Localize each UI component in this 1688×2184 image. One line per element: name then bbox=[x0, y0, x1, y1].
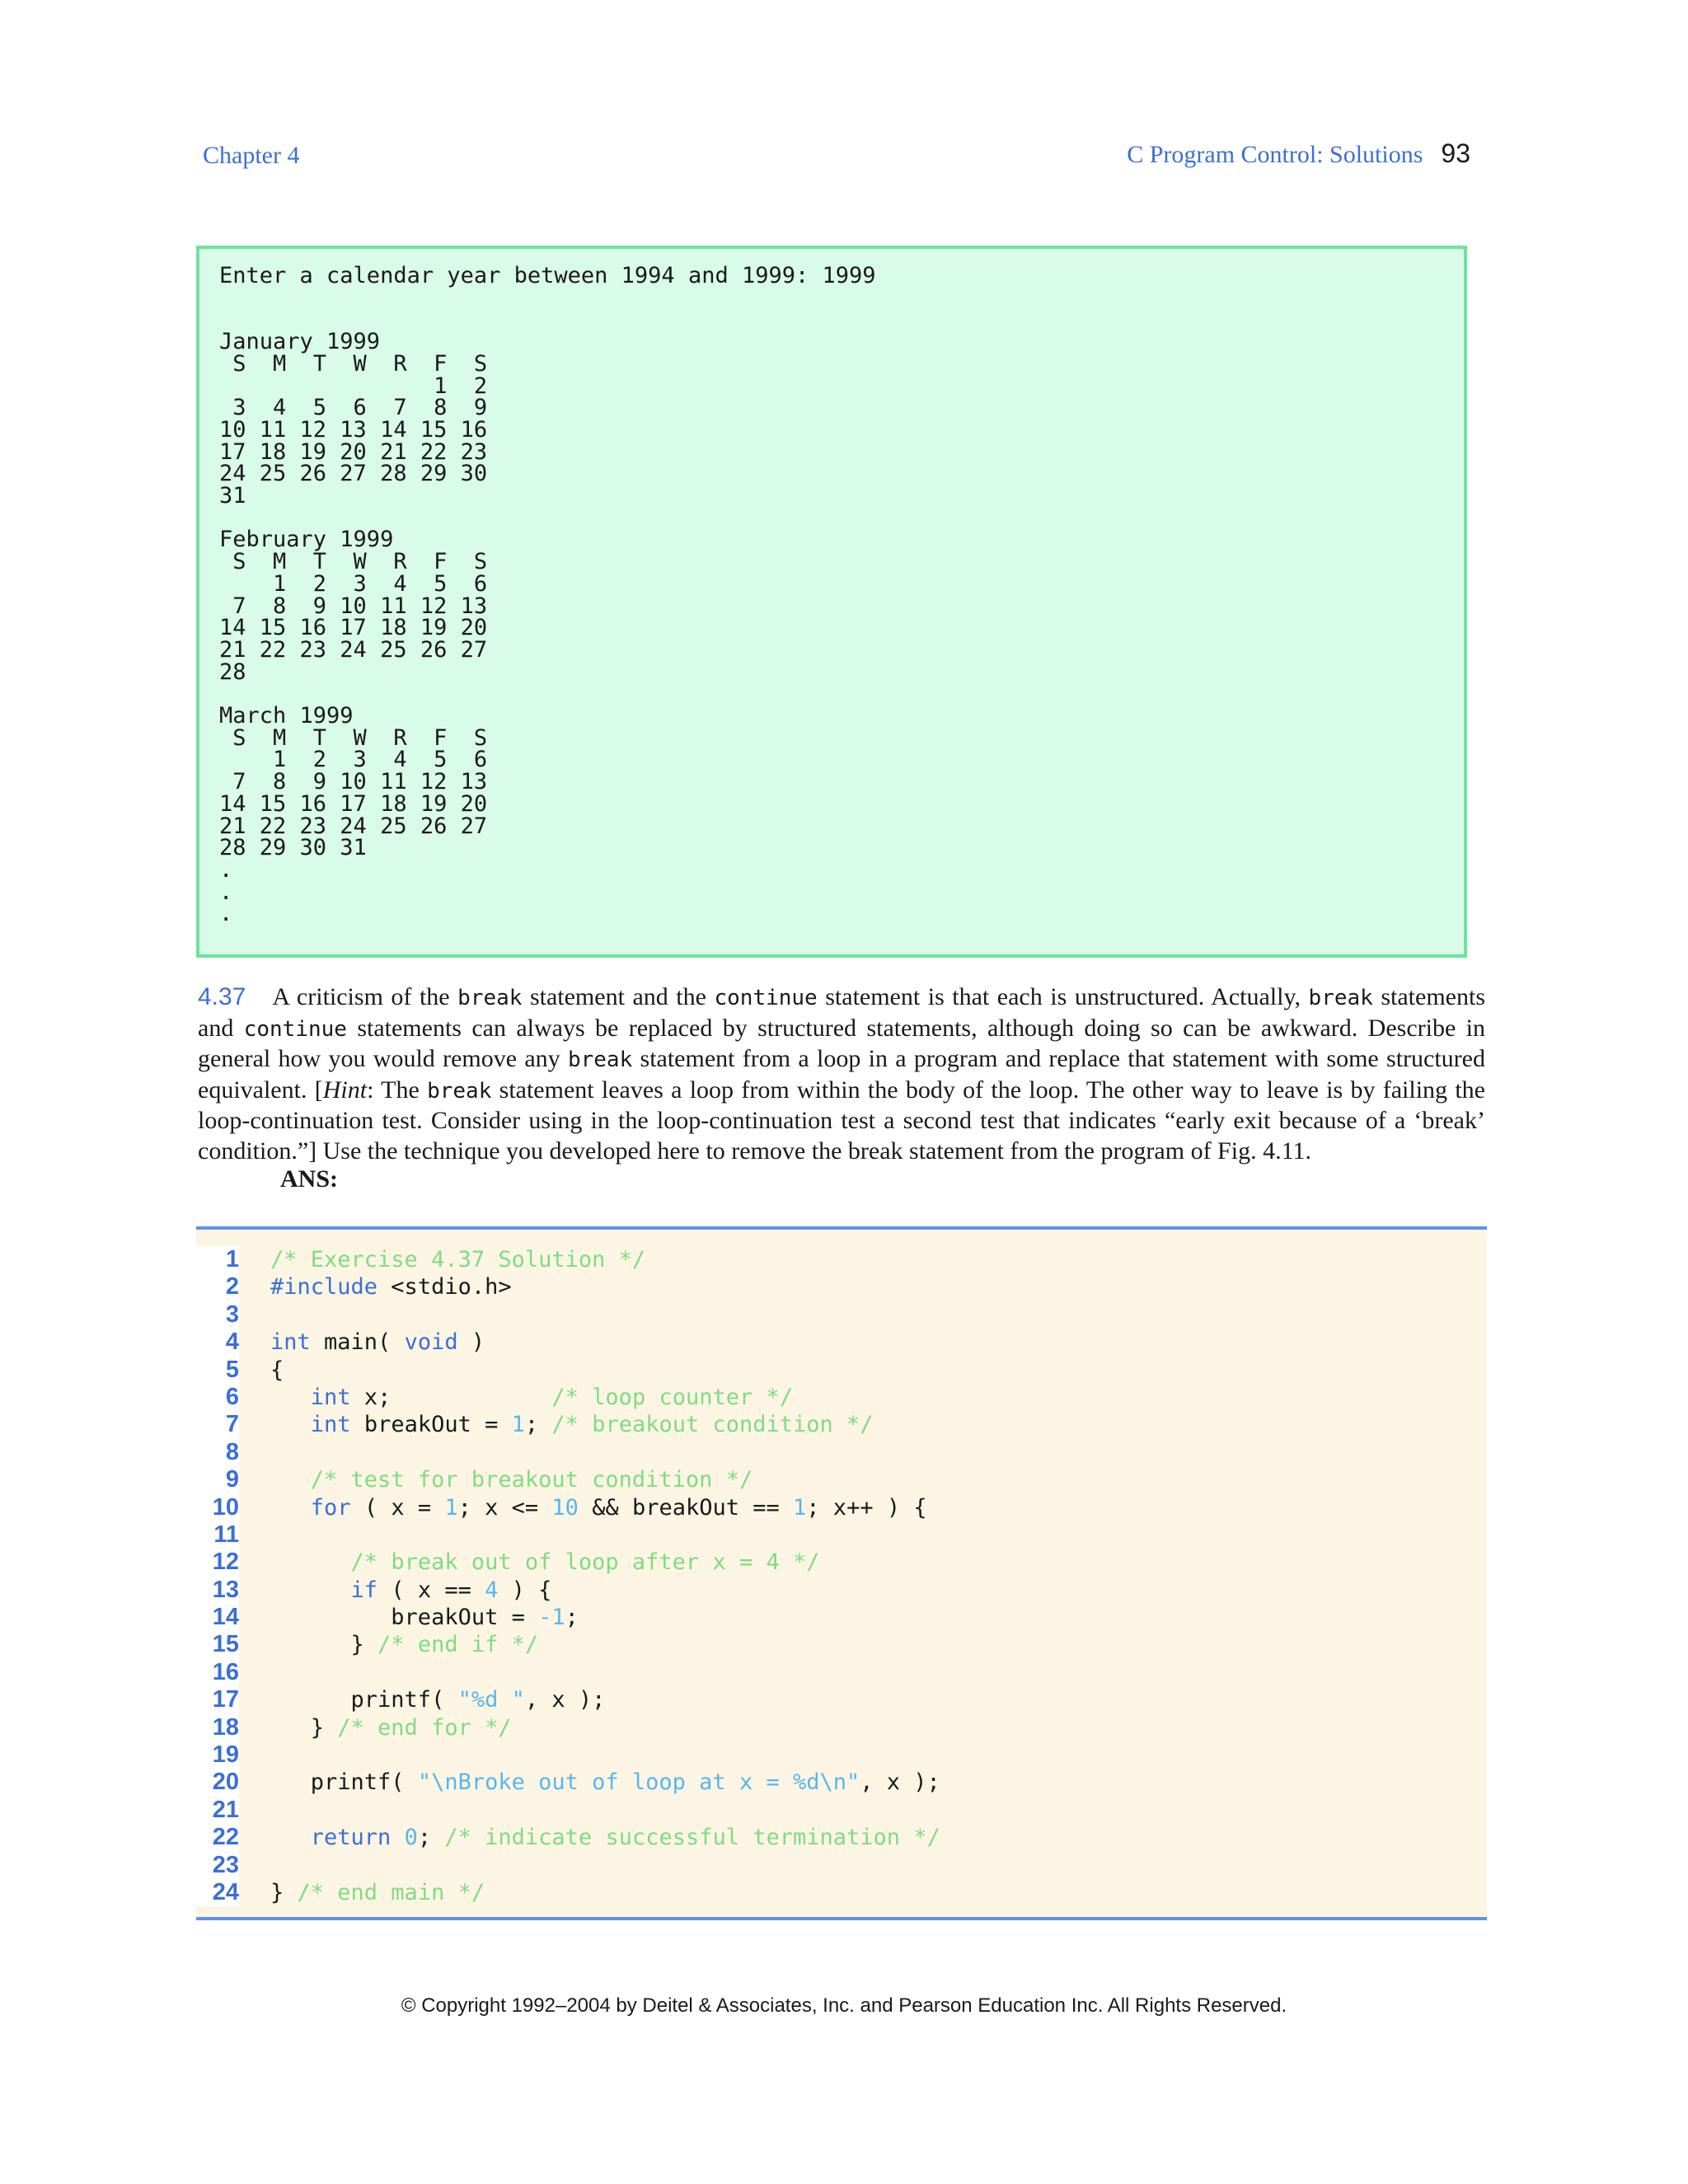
code-token bbox=[270, 1495, 311, 1521]
code-token: "\nBroke out of loop at x = %d\n" bbox=[417, 1769, 860, 1796]
code-line-number: 15 bbox=[212, 1631, 239, 1658]
question-segment: continue bbox=[714, 986, 818, 1010]
exercise-question-text bbox=[198, 983, 1485, 1165]
code-line-number: 20 bbox=[212, 1769, 239, 1796]
question-segment: break bbox=[427, 1078, 492, 1104]
code-line bbox=[270, 1714, 940, 1741]
code-line bbox=[270, 1797, 940, 1824]
code-token: /* end for */ bbox=[337, 1714, 512, 1741]
code-line-number: 19 bbox=[212, 1741, 239, 1769]
program-output-text: Enter a calendar year between 1994 and 1999: 1999 January 1999 S M T W R F S 1 2 3 4 5 6 7 8 9 10 11 12 13 14 15 16 17 18 19 20 21 22 23 24 25 26 27 28 29 30 31 February 1999 S M T W R F S 1 2 3 4 5 6 7 8 9 10 11 12 13 14 15 16 17 18 19 20 21 22 23 24 25 26 27 28 March 1999 S M T W R F S 1 2 3 4 5 6 7 8 9 10 11 12 13 14 15 16 17 18 19 20 21 22 23 24 25 26 27 28 29 30 31 . . . bbox=[219, 263, 876, 927]
code-token: ( x == bbox=[377, 1577, 485, 1603]
question-segment: : The bbox=[367, 1076, 428, 1104]
code-token bbox=[270, 1577, 351, 1603]
code-token: } bbox=[270, 1879, 298, 1905]
code-token: 4 bbox=[485, 1577, 499, 1603]
code-line-number: 23 bbox=[212, 1851, 239, 1878]
question-segment: Hint bbox=[322, 1076, 368, 1104]
code-lines bbox=[270, 1246, 940, 1906]
code-token: ) { bbox=[498, 1577, 552, 1603]
code-token: /* break out of loop after x = 4 */ bbox=[350, 1549, 820, 1576]
code-token: , x ); bbox=[524, 1687, 606, 1713]
code-line-number: 16 bbox=[212, 1658, 239, 1685]
code-token: int bbox=[310, 1412, 351, 1438]
code-token: 10 bbox=[551, 1494, 579, 1521]
code-token bbox=[270, 1549, 351, 1575]
code-line bbox=[270, 1329, 940, 1356]
code-line-number: 10 bbox=[212, 1493, 239, 1521]
code-listing bbox=[196, 1226, 1487, 1920]
code-line bbox=[270, 1273, 940, 1301]
code-token: ) bbox=[457, 1329, 485, 1356]
code-line bbox=[270, 1741, 940, 1769]
code-token: <stdio.h> bbox=[377, 1274, 512, 1301]
code-token: 1 bbox=[444, 1494, 458, 1521]
code-line bbox=[270, 1494, 940, 1521]
code-token: 0 bbox=[404, 1825, 418, 1851]
question-segment: statements and bbox=[198, 983, 1485, 1042]
code-line bbox=[270, 1549, 940, 1576]
code-line bbox=[270, 1357, 940, 1384]
question-segment: break bbox=[1308, 986, 1373, 1010]
code-token: ( x = bbox=[350, 1494, 445, 1521]
code-line-number: 6 bbox=[225, 1383, 239, 1410]
code-token: ; bbox=[524, 1412, 552, 1438]
code-token: 1 bbox=[511, 1412, 525, 1438]
question-segment: statement and the bbox=[522, 983, 715, 1010]
code-token: { bbox=[270, 1357, 284, 1383]
question-segment: statements can always be replaced by structured statements, although doing so can be awkward. Describe in general how you would remove any bbox=[198, 1014, 1485, 1072]
code-token: breakOut = bbox=[270, 1605, 539, 1631]
code-token: /* end main */ bbox=[297, 1879, 485, 1905]
code-token: if bbox=[350, 1577, 378, 1603]
code-token: ; bbox=[417, 1825, 445, 1851]
section-title: C Program Control: Solutions bbox=[1127, 141, 1423, 168]
code-token bbox=[391, 1825, 404, 1850]
code-token: /* loop counter */ bbox=[551, 1384, 794, 1410]
code-token: } bbox=[270, 1714, 338, 1741]
code-line bbox=[270, 1631, 940, 1658]
code-line-number: 11 bbox=[213, 1521, 239, 1548]
question-segment: statement from a loop in a program and replace that statement with some structured equivalent. [ bbox=[198, 1045, 1485, 1104]
code-line-number: 22 bbox=[212, 1824, 239, 1851]
code-token: x; bbox=[350, 1384, 552, 1410]
code-line-number: 18 bbox=[212, 1713, 239, 1741]
code-line-number: 14 bbox=[212, 1604, 239, 1631]
code-line-number: 7 bbox=[225, 1411, 239, 1438]
code-token: /* end if */ bbox=[377, 1632, 539, 1658]
code-line-number: 8 bbox=[225, 1438, 239, 1465]
code-token bbox=[270, 1467, 311, 1493]
page-header bbox=[1127, 138, 1470, 169]
code-token: -1 bbox=[538, 1605, 565, 1631]
code-token: /* Exercise 4.37 Solution */ bbox=[270, 1247, 646, 1272]
code-line bbox=[270, 1246, 940, 1273]
program-output-box bbox=[196, 246, 1467, 958]
code-token: 1 bbox=[793, 1494, 807, 1521]
code-line bbox=[270, 1577, 940, 1604]
code-token: /* test for breakout condition */ bbox=[310, 1467, 753, 1493]
page-number: 93 bbox=[1441, 138, 1470, 168]
code-token: && breakOut == bbox=[578, 1494, 794, 1521]
code-line-number: 24 bbox=[212, 1878, 239, 1905]
code-line-number: 13 bbox=[212, 1576, 239, 1603]
code-line bbox=[270, 1824, 940, 1851]
code-line-number: 9 bbox=[225, 1466, 239, 1493]
code-token: ; x <= bbox=[457, 1494, 552, 1521]
code-token: , x ); bbox=[860, 1769, 940, 1796]
code-token: "%d " bbox=[457, 1687, 525, 1713]
code-line-number: 3 bbox=[225, 1301, 239, 1328]
code-token: /* indicate successful termination */ bbox=[444, 1825, 940, 1851]
code-line bbox=[270, 1852, 940, 1879]
code-line bbox=[270, 1301, 940, 1329]
code-line bbox=[270, 1686, 940, 1713]
code-token: printf( bbox=[270, 1769, 418, 1796]
code-line bbox=[270, 1521, 940, 1549]
question-segment: break bbox=[567, 1047, 633, 1072]
code-line-number: 12 bbox=[212, 1549, 239, 1576]
code-line-numbers bbox=[196, 1246, 239, 1906]
code-line bbox=[270, 1769, 940, 1796]
code-line bbox=[270, 1659, 940, 1686]
code-token: /* breakout condition */ bbox=[551, 1412, 874, 1438]
code-line-number: 4 bbox=[225, 1329, 239, 1356]
code-token: } bbox=[270, 1632, 378, 1658]
code-token: ; bbox=[565, 1605, 579, 1631]
code-line bbox=[270, 1604, 940, 1631]
chapter-label: Chapter 4 bbox=[203, 142, 300, 169]
code-token bbox=[270, 1412, 311, 1437]
exercise-number: 4.37 bbox=[198, 983, 246, 1010]
exercise-question bbox=[198, 982, 1485, 1166]
code-line-number: 2 bbox=[225, 1273, 239, 1301]
question-segment: continue bbox=[243, 1016, 347, 1042]
copyright-notice: © Copyright 1992–2004 by Deitel & Associates, Inc. and Pearson Education Inc. All Rights Reserved. bbox=[401, 1994, 1287, 2017]
code-token: #include bbox=[270, 1274, 378, 1301]
code-token: for bbox=[310, 1494, 351, 1521]
code-line bbox=[270, 1879, 940, 1906]
question-segment: A criticism of the bbox=[272, 983, 458, 1010]
code-token: return bbox=[310, 1825, 392, 1851]
answer-label: ANS: bbox=[280, 1165, 339, 1193]
code-line-number: 1 bbox=[225, 1246, 239, 1272]
code-token: ; x++ ) { bbox=[806, 1494, 927, 1521]
code-line-number: 21 bbox=[212, 1796, 239, 1823]
code-line bbox=[270, 1439, 940, 1466]
code-line bbox=[270, 1466, 940, 1493]
code-token: main( bbox=[310, 1329, 405, 1356]
code-line-number: 17 bbox=[212, 1686, 239, 1713]
code-token: breakOut = bbox=[350, 1412, 512, 1438]
code-token: void bbox=[404, 1329, 458, 1356]
question-segment: statement is that each is unstructured. Actually, bbox=[817, 983, 1309, 1010]
code-line bbox=[270, 1384, 940, 1411]
code-line-number: 5 bbox=[225, 1356, 239, 1383]
code-token: int bbox=[270, 1329, 311, 1356]
code-token bbox=[270, 1385, 311, 1410]
code-token: printf( bbox=[270, 1687, 458, 1713]
code-line bbox=[270, 1411, 940, 1438]
question-segment: statement leaves a loop from within the body of the loop. The other way to leave is by failing the loop-continuation test. Consider using in the loop-continuation test a second test that indicates “early exit because of a ‘break’ condition.”] Use the technique you developed here to remove the break statement from the program of Fig. 4.11. bbox=[198, 1076, 1485, 1165]
code-token: int bbox=[310, 1384, 351, 1410]
code-token bbox=[270, 1825, 311, 1850]
question-segment: break bbox=[457, 986, 523, 1010]
